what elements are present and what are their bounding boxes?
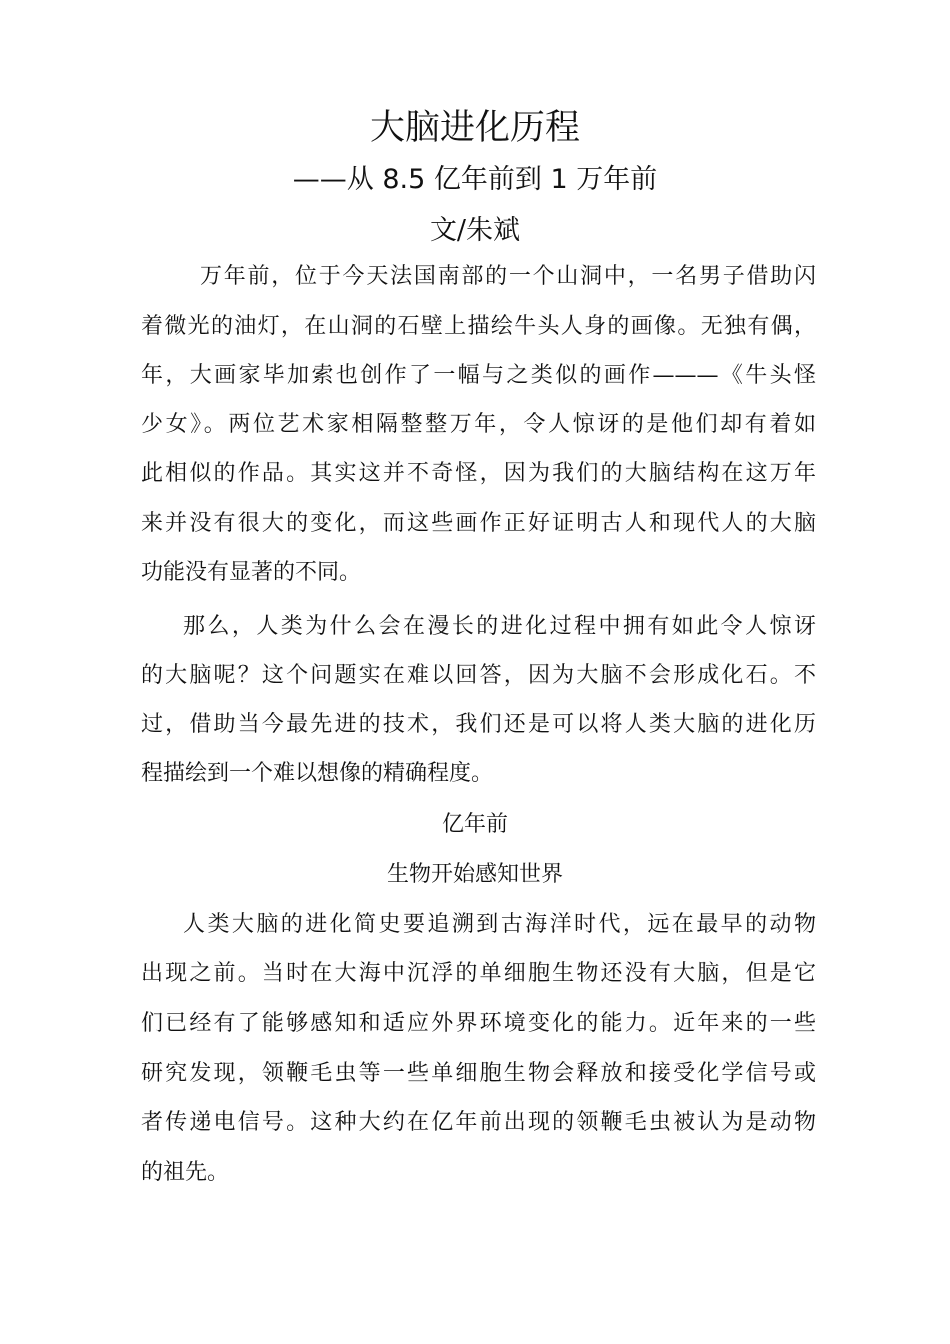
paragraph1-line: 年，大画家毕加索也创作了一幅与之类似的画作———《牛头怪 [141, 363, 816, 388]
paragraph3-line: 者传递电信号。这种大约在亿年前出现的领鞭毛虫被认为是动物 [141, 1110, 816, 1135]
document-title: 大脑进化历程 [369, 108, 580, 148]
paragraph3-line: 研究发现，领鞭毛虫等一些单细胞生物会释放和接受化学信号或 [141, 1061, 816, 1086]
paragraph2-line: 那么，人类为什么会在漫长的进化过程中拥有如此令人惊讶 [183, 614, 816, 639]
section-subheading: 生物开始感知世界 [386, 862, 563, 887]
section-heading: 亿年前 [441, 812, 508, 837]
document-subtitle: ——从 8.5 亿年前到 1 万年前 [292, 164, 658, 195]
paragraph2-line: 程描绘到一个难以想像的精确程度。 [141, 761, 494, 786]
paragraph2-line: 过，借助当今最先进的技术，我们还是可以将人类大脑的进化历 [141, 712, 816, 737]
paragraph1-line: 功能没有显著的不同。 [141, 560, 362, 585]
paragraph3-line: 出现之前。当时在大海中沉浮的单细胞生物还没有大脑，但是它 [141, 961, 816, 986]
paragraph3-line: 的祖先。 [141, 1160, 230, 1185]
paragraph1-line: 少女》。两位艺术家相隔整整万年，令人惊讶的是他们却有着如 [141, 412, 816, 437]
paragraph1-line: 此相似的作品。其实这并不奇怪，因为我们的大脑结构在这万年 [141, 461, 816, 486]
paragraph3-line: 们已经有了能够感知和适应外界环境变化的能力。近年来的一些 [141, 1011, 816, 1036]
document-author: 文/朱斌 [429, 215, 521, 246]
paragraph3-line: 人类大脑的进化简史要追溯到古海洋时代，远在最早的动物 [183, 912, 816, 937]
paragraph2-line: 的大脑呢？这个问题实在难以回答，因为大脑不会形成化石。不 [141, 663, 816, 688]
paragraph1-line: 着微光的油灯，在山洞的石壁上描绘牛头人身的画像。无独有偶， [141, 314, 816, 339]
paragraph1-line: 来并没有很大的变化，而这些画作正好证明古人和现代人的大脑 [141, 511, 816, 536]
paragraph1-line: 万年前，位于今天法国南部的一个山洞中，一名男子借助闪 [200, 264, 816, 289]
